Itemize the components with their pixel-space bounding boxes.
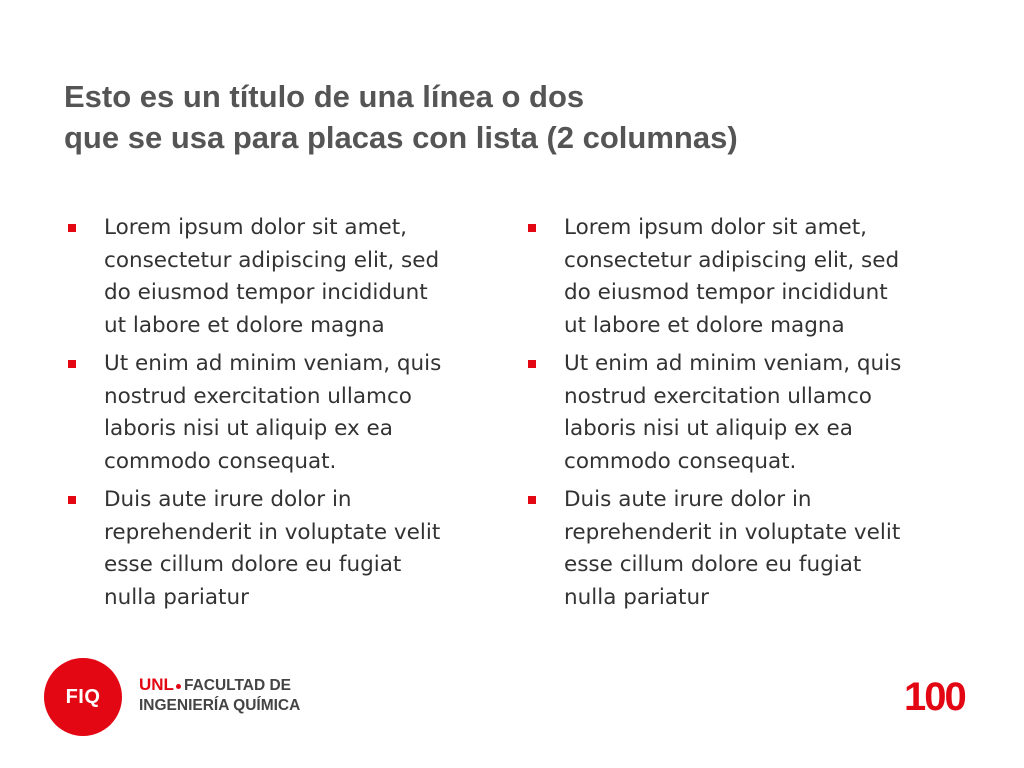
list-item-line: consectetur adipiscing elit, sed xyxy=(104,247,440,273)
list-item xyxy=(524,212,924,342)
list-item-line: ut labore et dolore magna xyxy=(104,312,385,338)
list-item-text xyxy=(104,212,464,342)
slide-title-line: Esto es un título de una línea o dos xyxy=(64,79,585,114)
bullet-list-right-column xyxy=(524,212,924,620)
faculty-logo xyxy=(44,658,344,734)
list-item-line: Duis aute irure dolor in xyxy=(564,487,812,512)
list-item-text xyxy=(564,348,924,478)
red-square-bullet-icon xyxy=(528,360,536,368)
list-item-line: commodo consequat. xyxy=(104,448,337,474)
faculty-line-2: INGENIERÍA QUÍMICA xyxy=(139,697,301,714)
list-item-line: Duis aute irure dolor in xyxy=(104,487,352,512)
list-item-text xyxy=(104,484,464,614)
list-item-line: do eiusmod tempor incididunt xyxy=(104,280,428,305)
list-item-line: nostrud exercitation ullamco xyxy=(104,383,412,409)
list-item-line: commodo consequat. xyxy=(564,448,797,474)
list-item-line: Ut enim ad minim veniam, quis xyxy=(104,351,442,376)
red-square-bullet-icon xyxy=(68,224,76,232)
list-item xyxy=(64,348,464,478)
red-square-bullet-icon xyxy=(528,496,536,504)
slide-title xyxy=(64,76,964,158)
bullet-list-left-column xyxy=(64,212,464,620)
list-item-text xyxy=(104,348,464,478)
list-item-text xyxy=(564,212,924,342)
slide-title-line: que se usa para placas con lista (2 columnas) xyxy=(64,120,738,155)
list-item-line: Lorem ipsum dolor sit amet, xyxy=(104,215,408,240)
list-item-line: ut labore et dolore magna xyxy=(564,312,845,338)
list-item-line: esse cillum dolore eu fugiat xyxy=(564,552,862,577)
list-item xyxy=(64,484,464,614)
list-item xyxy=(524,348,924,478)
red-square-bullet-icon xyxy=(528,224,536,232)
fiq-badge: FIQ xyxy=(44,658,122,736)
list-item xyxy=(64,212,464,342)
red-square-bullet-icon xyxy=(68,496,76,504)
list-item-line: reprehenderit in voluptate velit xyxy=(564,519,901,545)
list-item-line: reprehenderit in voluptate velit xyxy=(104,519,441,545)
list-item-line: nulla pariatur xyxy=(564,584,709,610)
list-item-line: laboris nisi ut aliquip ex ea xyxy=(104,416,393,441)
list-item-text xyxy=(564,484,924,614)
faculty-line-1: FACULTAD DE xyxy=(183,677,292,694)
unl-mark: UNL xyxy=(139,675,174,694)
list-item-line: laboris nisi ut aliquip ex ea xyxy=(564,416,853,441)
red-square-bullet-icon xyxy=(68,360,76,368)
faculty-name xyxy=(139,675,300,716)
unl-dot-icon xyxy=(176,684,181,689)
list-item xyxy=(524,484,924,614)
list-item-line: consectetur adipiscing elit, sed xyxy=(564,247,900,273)
list-item-line: nulla pariatur xyxy=(104,584,249,610)
list-item-line: Ut enim ad minim veniam, quis xyxy=(564,351,902,376)
list-item-line: esse cillum dolore eu fugiat xyxy=(104,552,402,577)
anniversary-100-logo: 100 xyxy=(904,675,965,719)
list-item-line: nostrud exercitation ullamco xyxy=(564,383,872,409)
list-item-line: do eiusmod tempor incididunt xyxy=(564,280,888,305)
list-item-line: Lorem ipsum dolor sit amet, xyxy=(564,215,868,240)
